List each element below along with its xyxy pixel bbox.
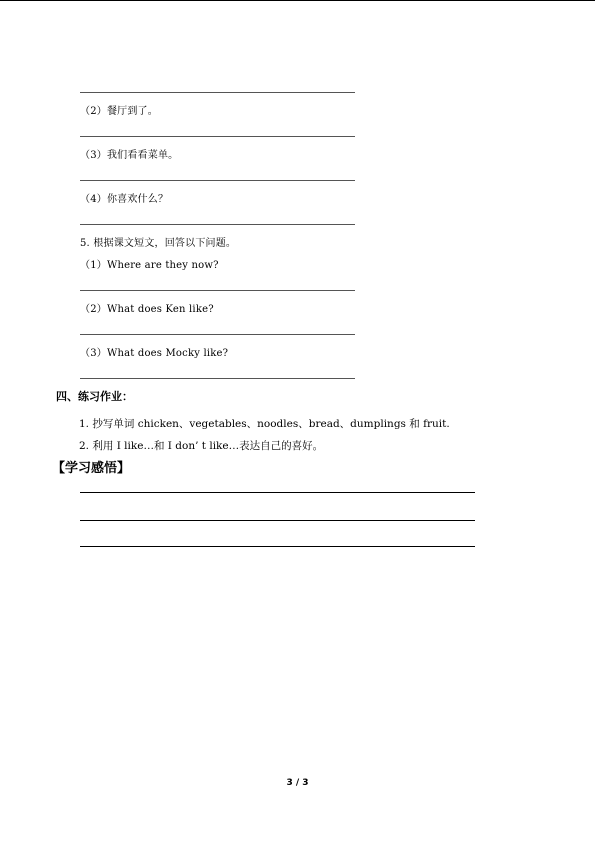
question-5-1: （1）Where are they now? bbox=[80, 260, 219, 271]
answer-line bbox=[80, 224, 355, 225]
reflection-line bbox=[80, 492, 475, 493]
homework-item-2: 2. 利用 I like…和 I don’ t like…表达自己的喜好。 bbox=[79, 440, 324, 452]
reflection-title: 【学习感悟】 bbox=[52, 461, 131, 476]
question-5-3: （3）What does Mocky like? bbox=[80, 348, 229, 359]
question-4: （4）你喜欢什么？ bbox=[80, 194, 169, 205]
homework-item-1: 1. 抄写单词 chicken、vegetables、noodles、bread、dumplings 和 fruit. bbox=[79, 418, 450, 430]
question-2: （2）餐厅到了。 bbox=[80, 106, 158, 117]
answer-line bbox=[80, 290, 355, 291]
answer-line bbox=[80, 92, 355, 93]
question-3: （3）我们看看菜单。 bbox=[80, 150, 179, 161]
question-5-prompt: 5. 根据课文短文，回答以下问题。 bbox=[80, 238, 237, 249]
answer-line bbox=[80, 180, 355, 181]
homework-title: 四、练习作业： bbox=[56, 390, 133, 403]
answer-line bbox=[80, 136, 355, 137]
answer-line bbox=[80, 334, 355, 335]
page-number: 3 / 3 bbox=[286, 778, 309, 788]
reflection-line bbox=[80, 520, 475, 521]
reflection-line bbox=[80, 546, 475, 547]
question-5-2: （2）What does Ken like? bbox=[80, 304, 214, 315]
page-top-border bbox=[0, 0, 595, 1]
answer-line bbox=[80, 378, 355, 379]
